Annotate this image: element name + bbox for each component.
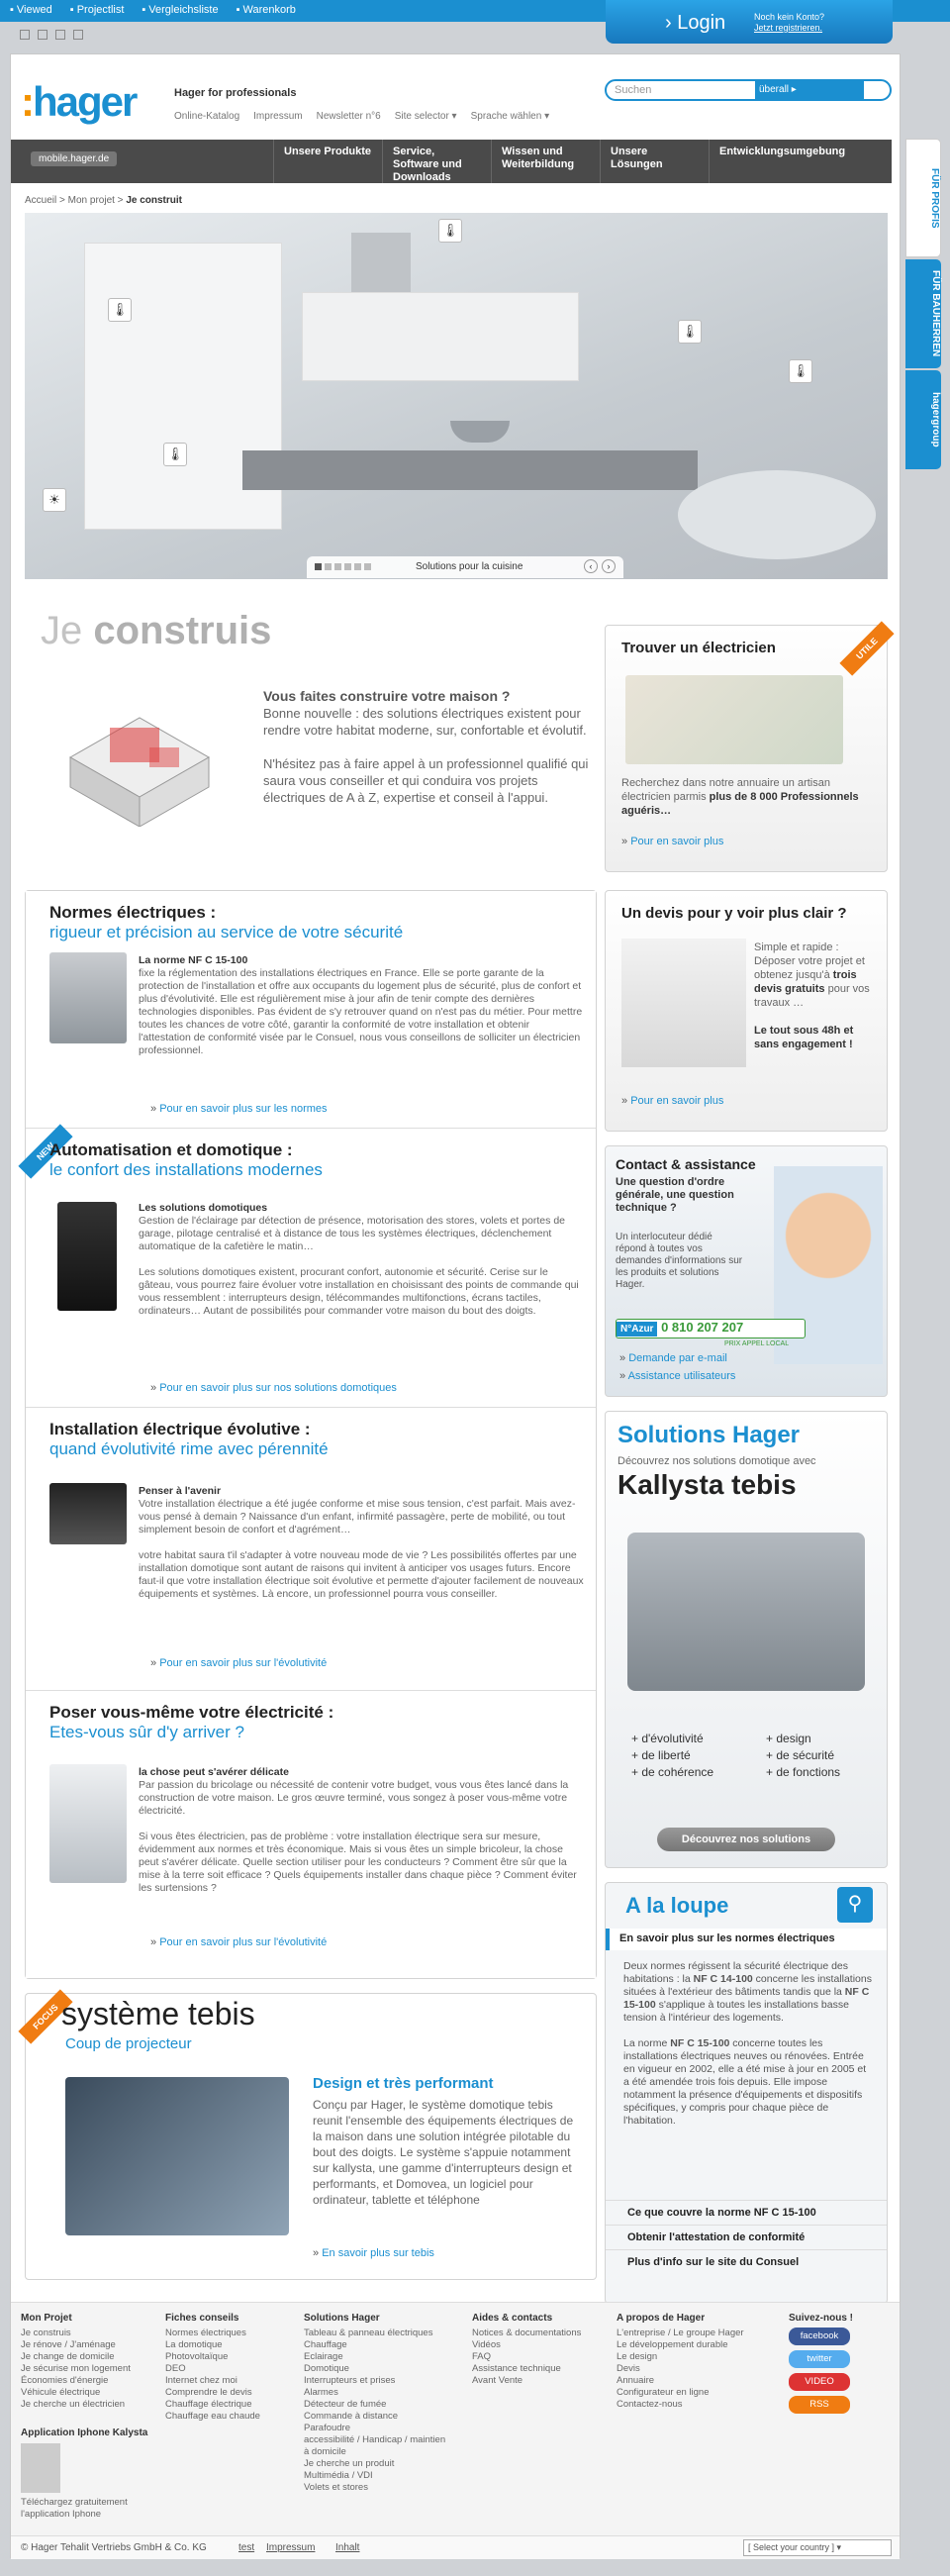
page-container <box>10 53 901 2558</box>
loupe-p2c: concerne toutes les installations électriques neuves ou rénovées. Entrée en vigueur en 2002, elle a été mise à jour en 2005 et a été amendée trois fois depuis. Elle impose notamment la présence d'équipements et dispositifs spécifiques, y compris pour chaque pièce de l'habitation. <box>623 2037 867 2127</box>
breadcrumb: Accueil > Mon projet > Je construit <box>25 195 182 206</box>
loupe-p2a: La norme <box>623 2037 671 2049</box>
tebis-body: Conçu par Hager, le système domotique tebis reunit l'ensemble des équipements électriques de la maison dans une solution intégrée pilotable du bout des doigts. Le système s'appuie notamment sur kallysta, une gamme d'interrupteurs design et performants, et Domovea, un logiciel pour ordinateur, tablette et téléphone <box>313 2098 574 2207</box>
footer-link[interactable]: Normes électriques <box>165 2328 246 2338</box>
user-assistance-link[interactable]: » Assistance utilisateurs <box>619 1370 735 1382</box>
copyright: © Hager Tehalit Vertriebs GmbH & Co. KG <box>21 2542 207 2553</box>
section-subheading: quand évolutivité rime avec pérennité <box>49 1439 329 1458</box>
facebook-button[interactable]: facebook <box>789 2328 850 2345</box>
footer-link[interactable]: Volets et stores <box>304 2482 368 2493</box>
loupe-p1c: concerne les installations situées à l'extérieur des bâtiments tandis que la <box>623 1973 872 1998</box>
discover-solutions-button[interactable]: Découvrez nos solutions <box>657 1828 835 1851</box>
section-sub: La norme NF C 15-100 <box>139 954 248 966</box>
box-title: A la loupe <box>625 1893 729 1918</box>
login-box <box>606 0 893 44</box>
footer-link[interactable]: Chauffage eau chaude <box>165 2411 260 2422</box>
search-scope-label: überall <box>759 84 790 95</box>
tagline: Hager for professionals <box>174 87 297 99</box>
devis-bold: trois devis gratuits <box>754 969 857 995</box>
contact-question: Une question d'ordre générale, une question technique ? <box>616 1176 734 1214</box>
footer-link[interactable]: Annuaire <box>617 2375 655 2386</box>
tab-hagergroup[interactable]: hagergroup <box>905 370 941 469</box>
footer-link[interactable]: Assistance technique <box>472 2363 561 2374</box>
section-body: Par passion du bricolage ou nécessité de contenir votre budget, vous vous êtes lancé dans la construction de votre maison. Le gros œuvre terminé, vous songez à poser vous-même votre électricité. <box>139 1779 569 1817</box>
more-diy-link[interactable]: » Pour en savoir plus sur l'évolutivité <box>150 1936 327 1948</box>
iphone-app-image[interactable] <box>21 2443 60 2493</box>
section-heading: Poser vous-même votre électricité : <box>49 1703 334 1722</box>
section-diy <box>26 1691 596 1978</box>
info-sections <box>25 890 597 1979</box>
switches-image <box>627 1533 865 1691</box>
find-electrician-box <box>605 625 888 872</box>
contact-box <box>605 1145 888 1397</box>
kitchen-hood <box>351 233 411 292</box>
footer-link[interactable]: DEO <box>165 2363 186 2374</box>
footer-link[interactable]: La domotique <box>165 2339 223 2350</box>
section-subheading: rigueur et précision au service de votre sécurité <box>49 923 404 941</box>
search-icon[interactable]: ⚲ <box>877 83 886 97</box>
azur-number[interactable] <box>616 1319 806 1338</box>
section-body: Gestion de l'éclairage par détection de présence, motorisation des stores, volets et portes de garage, pilotage centralisé et à distance de tous les systèmes électriques, déclenchement automatique de la cafetière le matin… <box>139 1215 565 1252</box>
section-heading: Automatisation et domotique : <box>49 1140 293 1159</box>
footer-link[interactable]: Le développement durable <box>617 2339 728 2350</box>
catalog-link[interactable]: Online-Katalog <box>174 111 240 122</box>
accordion-list <box>606 2200 887 2274</box>
nav-products[interactable]: Unsere Produkte <box>273 140 382 183</box>
title-light: Je <box>41 609 83 652</box>
phone-image <box>57 1202 117 1311</box>
footer-heading: Application Iphone Kalysta <box>21 2427 148 2438</box>
crumb-project[interactable]: Mon projet <box>67 195 115 206</box>
footer-heading: A propos de Hager <box>617 2313 706 2324</box>
country-label: [ Select your country ] <box>748 2542 835 2552</box>
carousel-prev-icon[interactable]: ‹ <box>584 559 598 573</box>
devis-body: Simple et rapide : Déposer votre projet et obtenez jusqu'à <box>754 941 865 981</box>
breaker-image <box>49 952 127 1043</box>
section-normes <box>26 891 596 1129</box>
hero-kitchen-image <box>25 213 888 579</box>
section-sub: la chose peut s'avérer délicate <box>139 1766 289 1778</box>
benefits-left <box>631 1731 713 1781</box>
footer-link[interactable]: Véhicule électrique <box>21 2387 101 2398</box>
benefit: + de liberté <box>631 1748 691 1762</box>
footer-app <box>21 2427 159 2521</box>
footer-link[interactable]: Avant Vente <box>472 2375 523 2386</box>
video-button[interactable]: VIDEO <box>789 2373 850 2391</box>
impressum-footer-link[interactable]: Impressum <box>266 2542 316 2553</box>
footer-col-about <box>617 2313 744 2411</box>
font-size-icon[interactable] <box>38 30 48 40</box>
footer-link[interactable]: Je construis <box>21 2328 71 2338</box>
tebis-subtitle: Coup de projecteur <box>65 2035 192 2052</box>
footer-heading: Suivez-nous ! <box>789 2313 854 2324</box>
footer-link[interactable]: Je cherche un électricien <box>21 2399 126 2410</box>
map-magnifier-image <box>625 675 843 764</box>
footer-link[interactable]: Photovoltaïque <box>165 2351 229 2362</box>
contact-body: Un interlocuteur dédié répond à toutes vos demandes d'informations sur les produits et solutions Hager. <box>616 1232 743 1290</box>
section-body: fixe la réglementation des installations électriques en France. Elle se porte garante de la protection de l'installation et offre aux occupants du logement plus de sécurité, plus de confort et plus d'évolutivité. Elle est régulièrement mise à jour afin de tenir compte des dernières technologies disponibles. Pas évident de s'y retrouver quand on n'est pas du métier. Pour mettre toutes les chances de votre côté, garantir la conformité de votre installation et obtenir l'attestation de conformité visée par le Consuel, nous vous conseillons de solliciter un électricien professionnel. <box>139 967 583 1056</box>
footer-link[interactable]: Alarmes <box>304 2387 338 2398</box>
box-text <box>621 776 875 818</box>
tab-fur-profis[interactable]: FÜR PROFIS <box>905 139 941 257</box>
section-subheading: Etes-vous sûr d'y arriver ? <box>49 1723 244 1741</box>
compare-label: Vergleichsliste <box>148 4 219 16</box>
section-subheading: le confort des installations modernes <box>49 1160 323 1179</box>
print-icon[interactable] <box>20 30 30 40</box>
footer-heading: Solutions Hager <box>304 2313 380 2324</box>
footer-col-solutions <box>304 2313 452 2494</box>
footer-col-project <box>21 2313 131 2411</box>
email-request-link[interactable]: » Demande par e-mail <box>619 1352 727 1364</box>
carousel-next-icon[interactable]: › <box>602 559 616 573</box>
loupe-p1d: NF C 15-100 <box>623 1986 870 2011</box>
intro-text <box>263 688 600 806</box>
crumb-home[interactable]: Accueil <box>25 195 57 206</box>
bottom-bar <box>11 2535 900 2559</box>
tebis-title: système tebis <box>61 1996 255 2031</box>
intro-p2: N'hésitez pas à faire appel à un professionnel qualifié qui saura vous conseiller et qui conduira vos projets électriques de A à Z, expertise et conseil à l'appui. <box>263 756 589 805</box>
kitchen-wall-units <box>302 292 579 381</box>
site-selector-label: Site selector <box>394 111 449 122</box>
new-ribbon: NEW <box>18 1124 72 1178</box>
compare-link[interactable]: ▪ Vergleichsliste <box>142 4 219 16</box>
tebis-heading: Design et très performant <box>313 2075 494 2092</box>
nav-solutions[interactable]: Unsere Lösungen <box>600 140 709 183</box>
section-body: Votre installation électrique a été jugée conforme et mise sous tension, c'est parfait. Mais avez-vous pensé à demain ? Naissance d'un enfant, infirmité passagère, perte de mobilité, ou tout simplement besoin de confort et d'agrément… <box>139 1498 576 1536</box>
rss-button[interactable]: RSS <box>789 2396 850 2414</box>
benefit: + de sécurité <box>766 1748 835 1762</box>
kallysta-box <box>605 1411 888 1868</box>
login-button[interactable]: › Login <box>665 12 726 34</box>
thermostat-pin-icon[interactable]: 🌡 <box>108 298 132 322</box>
login-label: Login <box>677 12 726 34</box>
register-line2: Jetzt registrieren. <box>754 23 823 33</box>
title-bold: construis <box>93 609 272 652</box>
kallysta-sub: Découvrez nos solutions domotique avec <box>618 1455 816 1467</box>
accordion-item[interactable]: Ce que couvre la norme NF C 15-100 <box>606 2200 887 2225</box>
house-plan-image <box>621 939 746 1067</box>
page-title <box>41 609 271 653</box>
loupe-p2b: NF C 15-100 <box>670 2037 730 2049</box>
share-icon[interactable] <box>55 30 65 40</box>
switchboard-image <box>49 1764 127 1883</box>
footer-link[interactable]: Configurateur en ligne <box>617 2387 710 2398</box>
more-domotique-link[interactable]: » Pour en savoir plus sur nos solutions domotiques <box>150 1382 397 1394</box>
section-sub: Les solutions domotiques <box>139 1202 268 1214</box>
tebis-focus-box <box>25 1993 597 2280</box>
useful-ribbon: UTILE <box>839 621 894 675</box>
accordion-item[interactable]: Plus d'info sur le site du Consuel <box>606 2249 887 2274</box>
section-evolutive <box>26 1408 596 1691</box>
local-call-note: PRIX APPEL LOCAL <box>724 1340 790 1347</box>
impressum-link[interactable]: Impressum <box>253 111 303 122</box>
search-scope-select[interactable]: überall ▸ <box>755 81 864 99</box>
viewed-label: Viewed <box>16 4 52 16</box>
nav-development[interactable]: Entwicklungsumgebung <box>709 140 867 183</box>
thermostat-pin-icon[interactable]: 🌡 <box>163 443 187 466</box>
register-line1: Noch kein Konto? <box>754 12 825 22</box>
loupe-p1e: s'applique à toutes les installations basse tension à l'intérieur des logements. <box>623 1999 849 2024</box>
accordion-item[interactable]: Obtenir l'attestation de conformité <box>606 2225 887 2249</box>
footer-heading: Mon Projet <box>21 2313 72 2324</box>
main-nav <box>11 140 892 183</box>
footer-link[interactable]: Le design <box>617 2351 658 2362</box>
search-input[interactable]: Suchen <box>615 84 652 96</box>
loupe-p1b: NF C 14-100 <box>693 1973 753 1985</box>
azur-label: N°Azur <box>617 1322 657 1337</box>
phone-number: 0 810 207 207 <box>661 1320 744 1335</box>
test-link[interactable]: test <box>238 2542 255 2553</box>
footer-link[interactable]: Commande à distance <box>304 2411 399 2422</box>
register-link[interactable] <box>754 12 824 34</box>
footer-link[interactable]: Je sécurise mon logement <box>21 2363 131 2374</box>
cart-link[interactable]: ▪ Warenkorb <box>236 4 296 16</box>
intro-p1: Bonne nouvelle : des solutions électriques existent pour rendre votre habitat moderne, sur, confortable et évolutif. <box>263 706 587 738</box>
section-body2: Les solutions domotiques existent, procurant confort, autonomie et sécurité. Cerise sur le gâteau, vous pourrez faire évoluer votre installation en choisissant des points de commande qui vous ressemblent : interrupteurs design, télécommandes multifonctions, écrans tactiles, ordinateurs… Autant de possibilités pour commander votre maison du bout des doigts. <box>139 1266 579 1317</box>
mobile-link[interactable]: mobile.hager.de <box>31 151 117 166</box>
carousel-caption: Solutions pour la cuisine <box>416 561 523 572</box>
touchscreen-image <box>49 1483 127 1544</box>
footer-follow <box>789 2313 853 2414</box>
box-title: Solutions Hager <box>618 1422 801 1448</box>
benefit: + d'évolutivité <box>631 1732 704 1745</box>
kallysta-name: Kallysta tebis <box>618 1469 797 1500</box>
section-heading: Installation électrique évolutive : <box>49 1420 311 1438</box>
footer-link[interactable]: FAQ <box>472 2351 492 2362</box>
footer-link[interactable]: L'entreprise / Le groupe Hager <box>617 2328 744 2338</box>
tablet-photo <box>65 2077 289 2235</box>
carousel-dots[interactable] <box>315 563 371 570</box>
benefits-right <box>766 1731 840 1781</box>
projectlist-label: Projectlist <box>76 4 125 16</box>
hager-logo[interactable]: :hager <box>21 78 137 125</box>
mail-icon[interactable] <box>73 30 83 40</box>
footer-link[interactable]: Multimédia / VDI <box>304 2470 373 2481</box>
newsletter-link[interactable]: Newsletter n°6 <box>316 111 381 122</box>
site-selector[interactable]: Site selector ▾ <box>394 111 457 122</box>
crumb-current: Je construit <box>126 195 182 206</box>
devis-body2: pour vos travaux … <box>754 983 870 1009</box>
inhalt-link[interactable]: Inhalt <box>335 2542 360 2553</box>
footer-link[interactable]: Domotique <box>304 2363 349 2374</box>
kitchen-table <box>678 470 876 559</box>
footer-link[interactable]: Contactez-nous <box>617 2399 683 2410</box>
more-normes-link[interactable]: » Pour en savoir plus sur les normes <box>150 1103 328 1115</box>
thermostat-pin-icon[interactable]: 🌡 <box>438 219 462 243</box>
magnifier-icon: ⚲ <box>837 1887 873 1923</box>
footer-link[interactable]: Détecteur de fumée <box>304 2399 387 2410</box>
more-evolutive-link[interactable]: » Pour en savoir plus sur l'évolutivité <box>150 1657 327 1669</box>
footer-link[interactable]: Interrupteurs et prises <box>304 2375 396 2386</box>
toolbar-icons <box>20 30 83 40</box>
footer-link[interactable]: Je change de domicile <box>21 2351 115 2362</box>
focus-ribbon: FOCUS <box>18 1989 72 2043</box>
footer-heading: Fiches conseils <box>165 2313 239 2324</box>
footer-link[interactable]: Je cherche un produit <box>304 2458 395 2469</box>
country-select[interactable]: [ Select your country ] ▾ <box>743 2539 892 2556</box>
devis-bold2: Le tout sous 48h et sans engagement ! <box>754 1025 854 1050</box>
footer-link[interactable]: Notices & documentations <box>472 2328 582 2338</box>
elec-body: Recherchez dans notre annuaire un artisan électricien parmis <box>621 777 830 803</box>
benefit: + de cohérence <box>631 1765 714 1779</box>
language-selector[interactable]: Sprache wählen ▾ <box>470 111 550 122</box>
header-links <box>174 111 549 122</box>
benefit: + de fonctions <box>766 1765 841 1779</box>
footer-heading: Aides & contacts <box>472 2313 553 2324</box>
projectlist-link[interactable]: ▪ Projectlist <box>69 4 125 16</box>
more-quote-link[interactable]: » Pour en savoir plus <box>621 1095 723 1107</box>
footer <box>11 2302 900 2549</box>
app-download-text[interactable]: Téléchargez gratuitement l'application Iphone <box>21 2497 128 2520</box>
cart-label: Warenkorb <box>242 4 296 16</box>
accordion-active-item[interactable]: En savoir plus sur les normes électriques <box>606 1929 887 1950</box>
house-3d-illustration <box>50 688 229 827</box>
footer-link[interactable]: Je rénove / J'aménage <box>21 2339 116 2350</box>
footer-link[interactable]: Internet chez moi <box>165 2375 238 2386</box>
loupe-p1a: Deux normes régissent la sécurité électrique des habitations : la <box>623 1960 849 1985</box>
benefit: + design <box>766 1732 811 1745</box>
footer-link[interactable]: Chauffage <box>304 2339 347 2350</box>
footer-link[interactable]: Devis <box>617 2363 640 2374</box>
quote-box <box>605 890 888 1132</box>
search-box[interactable] <box>605 79 892 101</box>
thermostat-pin-icon[interactable]: 🌡 <box>789 359 812 383</box>
twitter-button[interactable]: twitter <box>789 2350 850 2368</box>
elec-bold: plus de 8 000 Professionnels aguéris… <box>621 791 859 817</box>
footer-link[interactable]: Parafoudre <box>304 2423 351 2433</box>
footer-link[interactable]: Eclairage <box>304 2351 343 2362</box>
box-title: Un devis pour y voir plus clair ? <box>621 905 847 922</box>
footer-link[interactable]: Tableau & panneau électriques <box>304 2328 433 2338</box>
more-electrician-link[interactable]: » Pour en savoir plus <box>621 836 723 847</box>
viewed-link[interactable]: ▪ Viewed <box>10 4 52 16</box>
hero-carousel-bar <box>307 556 623 578</box>
footer-link[interactable]: Chauffage électrique <box>165 2399 252 2410</box>
tab-fur-bauherren[interactable]: FÜR BAUHERREN <box>905 259 941 368</box>
section-body2: votre habitat saura t'il s'adapter à votre nouveau mode de vie ? Les possibilités offertes par une installation domotique sont autant de raisons qui invitent à anticiper vos usages futurs. Encore faut-il que votre installation électrique soit évolutive et permette d'ajouter facilement de nouveaux équipements et systèmes. Là encore, un professionnel pourra vous conseiller. <box>139 1549 584 1600</box>
light-pin-icon[interactable]: ☀ <box>43 488 66 512</box>
footer-col-help <box>472 2313 581 2387</box>
section-sub: Penser à l'avenir <box>139 1485 222 1497</box>
nav-knowledge[interactable]: Wissen und Weiterbildung <box>491 140 600 183</box>
footer-link[interactable]: accessibilité / Handicap / maintien à domicile <box>304 2434 446 2457</box>
footer-col-tips <box>165 2313 260 2423</box>
more-tebis-link[interactable]: » En savoir plus sur tebis <box>313 2247 434 2259</box>
section-heading: Normes électriques : <box>49 903 217 922</box>
kitchen-bowl <box>450 421 510 443</box>
footer-link[interactable]: Comprendre le devis <box>165 2387 252 2398</box>
section-domotique <box>26 1129 596 1408</box>
quote-text <box>754 941 881 1051</box>
footer-link[interactable]: Économies d'énergie <box>21 2375 109 2386</box>
focus-box <box>605 1882 888 2304</box>
nav-service[interactable]: Service, Software und Downloads <box>382 140 491 183</box>
intro-question: Vous faites construire votre maison ? <box>263 688 511 704</box>
box-title: Contact & assistance <box>616 1156 756 1172</box>
focus-text <box>623 1960 873 2128</box>
language-label: Sprache wählen <box>470 111 542 122</box>
section-body2: Si vous êtes électricien, pas de problème : votre installation électrique sera sur mesure, évidemment aux normes et très économique. Mais si vous êtes un simple bricoleur, la chose peut s'avérer délicate. Quelle section utiliser pour les conducteurs ? Comment être sûr que la mise à la terre soit efficace ? Quels équipements installer dans chaque pièce ? Comment éviter les surtensions ? <box>139 1831 577 1894</box>
thermostat-pin-icon[interactable]: 🌡 <box>678 320 702 344</box>
footer-link[interactable]: Vidéos <box>472 2339 501 2350</box>
box-title: Trouver un électricien <box>621 640 776 656</box>
kitchen-counter <box>242 450 698 490</box>
